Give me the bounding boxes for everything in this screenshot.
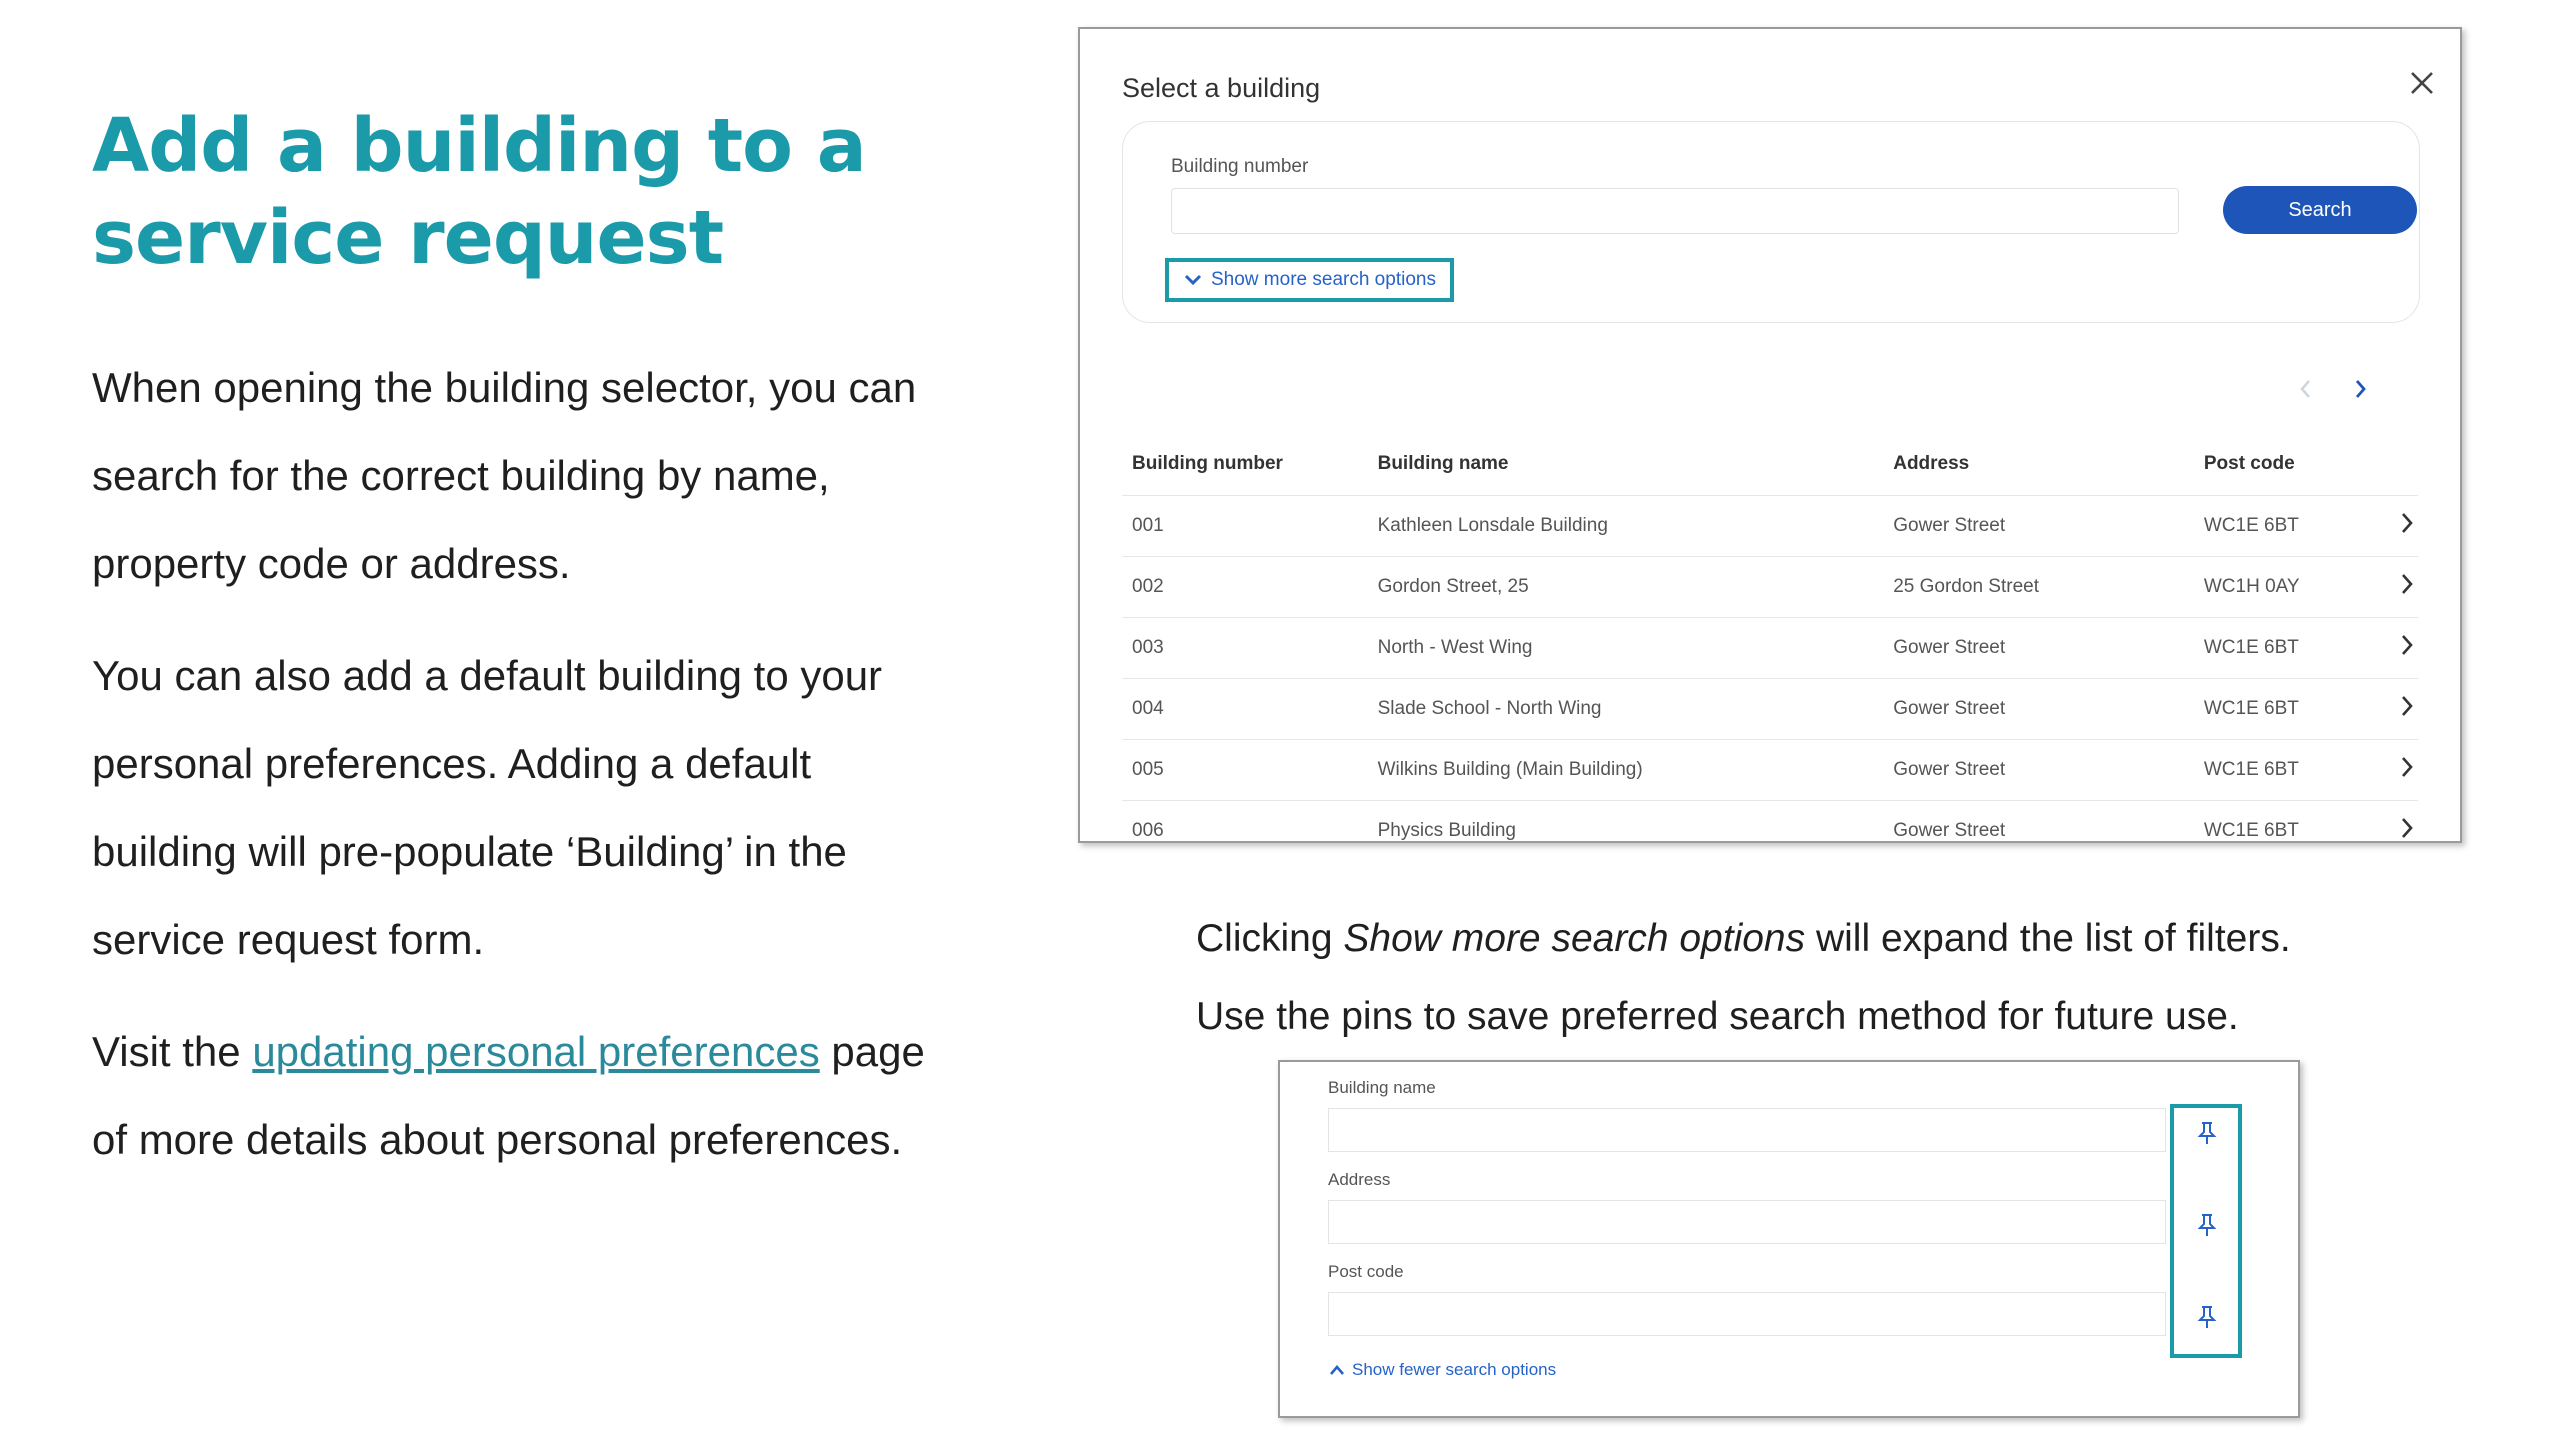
show-fewer-label: Show fewer search options (1352, 1360, 1557, 1379)
post-code-cell: WC1H 0AY (2194, 557, 2382, 618)
table-row[interactable] (1122, 801, 2418, 862)
row-chevron[interactable] (2382, 618, 2418, 679)
building-name-cell: Kathleen Lonsdale Building (1368, 496, 1884, 557)
row-chevron[interactable] (2382, 557, 2418, 618)
row-chevron[interactable] (2382, 801, 2418, 862)
table-row[interactable] (1122, 679, 2418, 740)
address-cell: 25 Gordon Street (1883, 557, 2194, 618)
post-code-cell: WC1E 6BT (2194, 740, 2382, 801)
address-label: Address (1328, 1170, 1391, 1189)
row-chevron[interactable] (2382, 496, 2418, 557)
preferences-suffix: page of more details about personal preferences. (92, 1028, 925, 1163)
column-header: Building number (1122, 433, 1368, 496)
chevron-right-icon (2396, 815, 2418, 841)
building-table (1122, 433, 2418, 861)
show-more-label: Show more search options (1211, 269, 1436, 290)
search-button[interactable]: Search (2223, 186, 2417, 234)
search-panel (1122, 121, 2420, 323)
pin-icon[interactable] (2192, 1302, 2222, 1332)
building-number-input[interactable] (1171, 188, 2179, 234)
default-building-paragraph: You can also add a default building to your personal preferences. Adding a default building will pre-populate ‘Building’ in the service request form. (92, 652, 883, 963)
preferences-paragraph (92, 1008, 962, 1184)
address-cell: Gower Street (1883, 740, 2194, 801)
preferences-prefix: Visit the (92, 1028, 253, 1075)
column-header: Building name (1368, 433, 1884, 496)
table-row[interactable] (1122, 557, 2418, 618)
caption-emphasis: Show more search options (1343, 917, 1806, 960)
address-cell: Gower Street (1883, 618, 2194, 679)
post-code-cell: WC1E 6BT (2194, 618, 2382, 679)
post-code-cell: WC1E 6BT (2203, 820, 2299, 841)
building-number-cell: 001 (1122, 496, 1368, 557)
personal-preferences-link[interactable]: updating personal preferences (252, 1028, 820, 1075)
column-header-empty (2382, 433, 2418, 496)
building-number-cell: 005 (1122, 740, 1368, 801)
building-number-cell: 003 (1122, 618, 1368, 679)
building-name-cell: North - West Wing (1368, 618, 1884, 679)
caption-prefix: Clicking (1196, 917, 1344, 960)
dialog-title: Select a building (1122, 73, 1321, 103)
page-title (92, 100, 962, 284)
chevron-right-icon (2396, 571, 2418, 597)
address-input[interactable] (1328, 1200, 2166, 1244)
chevron-right-icon (2396, 754, 2418, 780)
show-fewer-search-options[interactable] (1328, 1360, 1556, 1380)
building-name-label: Building name (1328, 1078, 1436, 1097)
address-cell: Gower Street (1883, 679, 2194, 740)
row-chevron[interactable] (2382, 679, 2418, 740)
intro-paragraph: When opening the building selector, you can search for the correct building by name, property code or address. (92, 364, 917, 587)
chevron-right-icon (2396, 510, 2418, 536)
building-number-cell: 006 (1132, 820, 1164, 841)
chevron-right-icon (2396, 632, 2418, 658)
table-row[interactable] (1122, 740, 2418, 801)
show-more-search-options[interactable] (1165, 258, 1454, 302)
post-code-cell: WC1E 6BT (2194, 679, 2382, 740)
chevron-up-icon (1328, 1364, 1346, 1376)
chevron-left-icon[interactable] (2294, 377, 2318, 401)
table-row[interactable] (1122, 496, 2418, 557)
pin-icon[interactable] (2192, 1210, 2222, 1240)
title-line-2: service request (92, 195, 724, 281)
chevron-right-icon[interactable] (2348, 377, 2372, 401)
caption-line-2: Use the pins to save preferred search method for future use. (1196, 995, 2239, 1038)
address-cell: Gower Street (1893, 820, 2006, 841)
post-code-input[interactable] (1328, 1292, 2166, 1336)
post-code-label: Post code (1328, 1262, 1404, 1281)
building-number-cell: 004 (1122, 679, 1368, 740)
building-table-body (1122, 496, 2418, 862)
table-header-row (1122, 433, 2418, 496)
building-number-cell: 002 (1122, 557, 1368, 618)
title-line-1: Add a building to a (92, 103, 866, 189)
close-icon[interactable] (2406, 67, 2438, 99)
column-header: Post code (2194, 433, 2382, 496)
address-cell: Gower Street (1883, 496, 2194, 557)
building-number-label: Building number (1171, 156, 1309, 177)
caption-line-1 (1196, 900, 2291, 978)
row-chevron[interactable] (2382, 740, 2418, 801)
pin-icon[interactable] (2192, 1118, 2222, 1148)
chevron-down-icon (1183, 273, 1203, 287)
post-code-cell: WC1E 6BT (2194, 496, 2382, 557)
caption (1196, 900, 2291, 1056)
building-name-cell: Slade School - North Wing (1368, 679, 1884, 740)
building-name-cell: Gordon Street, 25 (1368, 557, 1884, 618)
building-name-cell: Wilkins Building (Main Building) (1368, 740, 1884, 801)
column-header: Address (1883, 433, 2194, 496)
table-row[interactable] (1122, 618, 2418, 679)
caption-suffix: will expand the list of filters. (1805, 917, 2291, 960)
expanded-filters-panel (1278, 1060, 2300, 1418)
chevron-right-icon (2396, 693, 2418, 719)
building-name-input[interactable] (1328, 1108, 2166, 1152)
building-name-cell: Physics Building (1377, 820, 1516, 841)
select-building-dialog (1078, 27, 2462, 843)
text-column (92, 100, 962, 1208)
